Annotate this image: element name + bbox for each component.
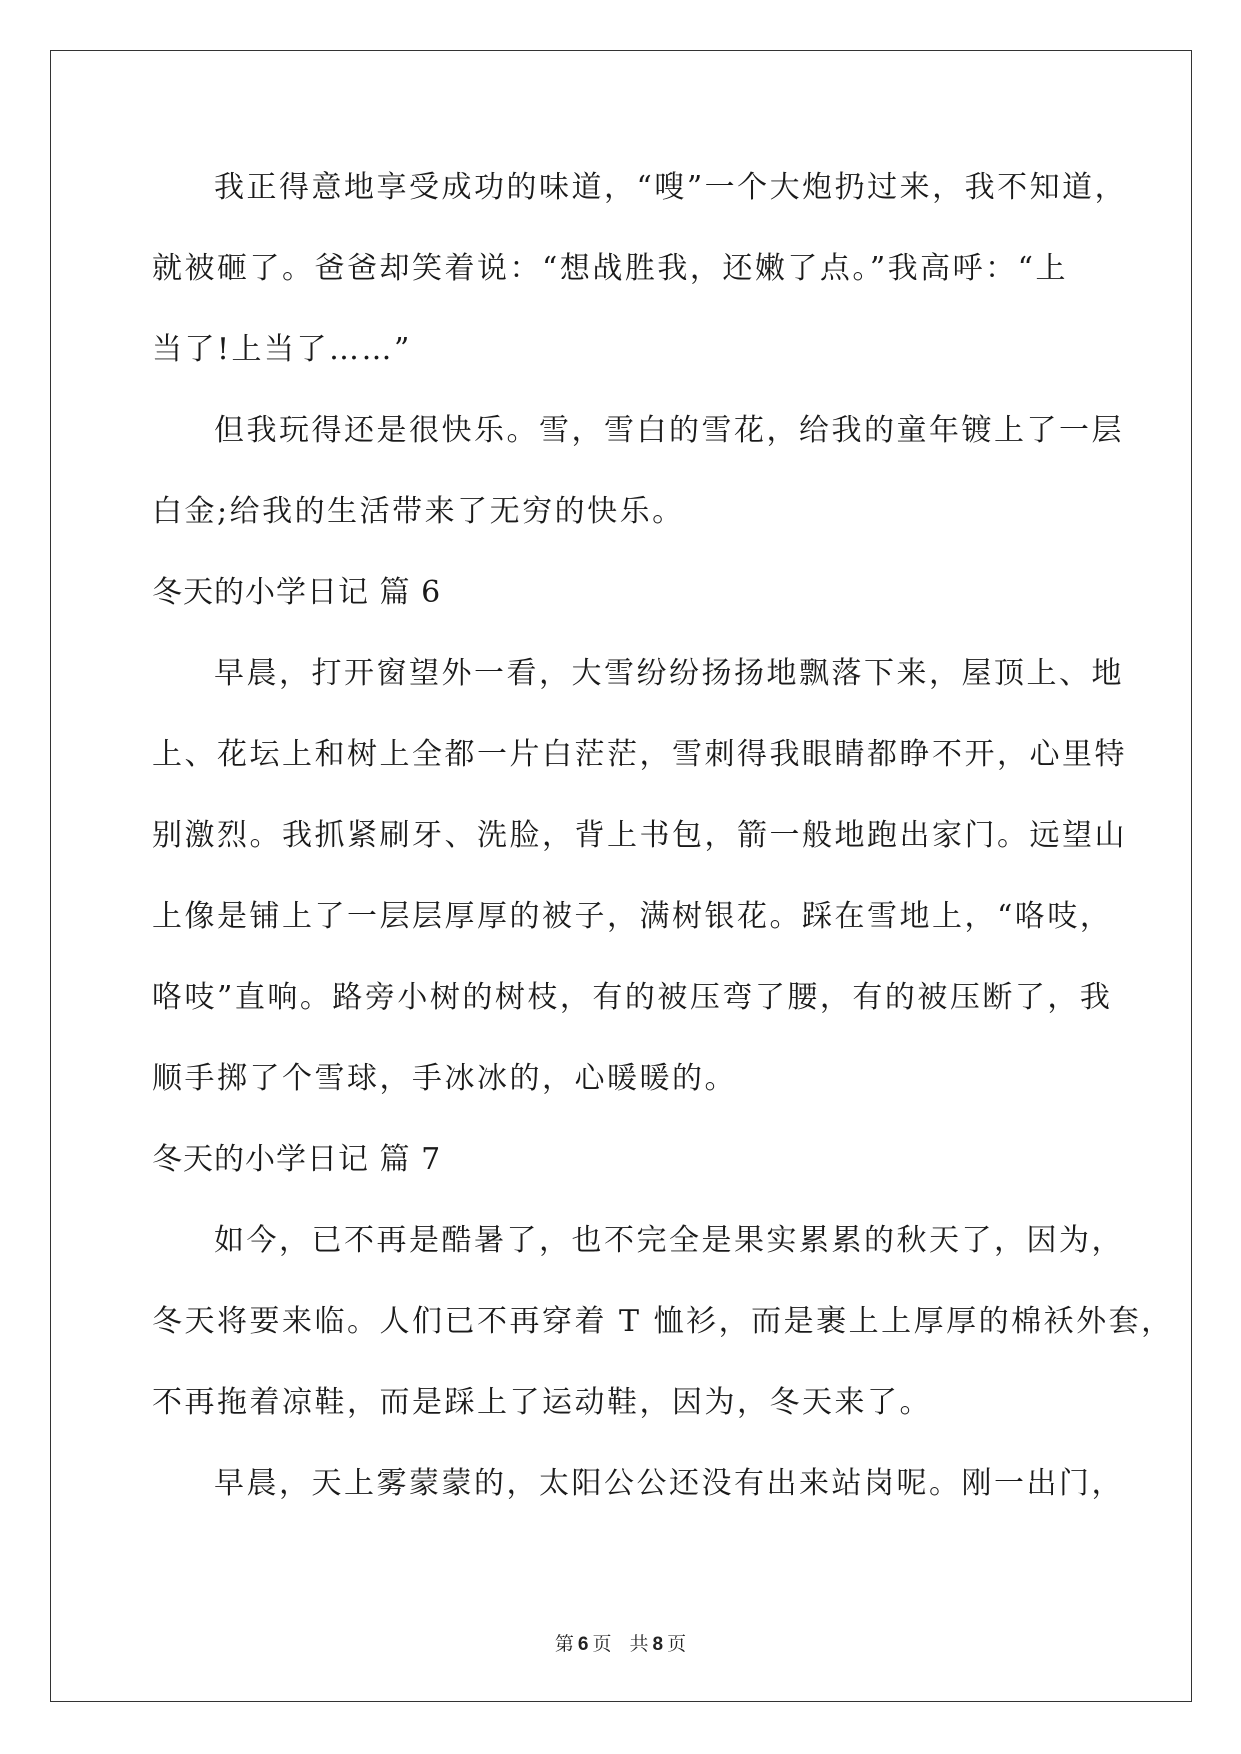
body-line: 早晨，打开窗望外一看，大雪纷纷扬扬地飘落下来，屋顶上、地	[214, 656, 1124, 691]
body-line: 当了!上当了……”	[152, 332, 412, 367]
total-page-number: 8	[652, 1634, 664, 1655]
body-line: 别激烈。我抓紧刷牙、洗脸，背上书包，箭一般地跑出家门。远望山	[152, 818, 1127, 853]
section-heading: 冬天的小学日记 篇 7	[152, 1142, 442, 1177]
body-line: 冬天将要来临。人们已不再穿着 T 恤衫，而是裹上上厚厚的棉袄外套，	[152, 1304, 1174, 1339]
current-page-number: 6	[577, 1634, 589, 1655]
body-line: 咯吱”直响。路旁小树的树枝，有的被压弯了腰，有的被压断了，我	[152, 980, 1113, 1015]
body-line: 我正得意地享受成功的味道，“嗖”一个大炮扔过来，我不知道，	[214, 170, 1128, 205]
section-heading: 冬天的小学日记 篇 6	[152, 575, 442, 610]
total-prefix: 共	[629, 1633, 649, 1655]
body-line: 顺手掷了个雪球，手冰冰的，心暖暖的。	[152, 1061, 737, 1096]
body-line: 就被砸了。爸爸却笑着说：“想战胜我，还嫩了点。”我高呼：“上	[152, 251, 1069, 286]
page-footer	[0, 1632, 1241, 1657]
body-line: 上、花坛上和树上全都一片白茫茫，雪刺得我眼睛都睁不开，心里特	[152, 737, 1127, 772]
page-prefix: 第	[554, 1633, 574, 1655]
body-line: 早晨，天上雾蒙蒙的，太阳公公还没有出来站岗呢。刚一出门，	[214, 1466, 1124, 1501]
total-suffix: 页	[667, 1633, 687, 1655]
document-body	[152, 158, 1174, 1535]
body-line: 但我玩得还是很快乐。雪，雪白的雪花，给我的童年镀上了一层	[214, 413, 1124, 448]
body-line: 上像是铺上了一层层厚厚的被子，满树银花。踩在雪地上，“咯吱，	[152, 899, 1113, 934]
page-suffix: 页	[592, 1633, 612, 1655]
body-line: 如今，已不再是酷暑了，也不完全是果实累累的秋天了，因为，	[214, 1223, 1124, 1258]
body-line: 不再拖着凉鞋，而是踩上了运动鞋，因为，冬天来了。	[152, 1385, 932, 1420]
body-line: 白金;给我的生活带来了无穷的快乐。	[152, 494, 685, 529]
